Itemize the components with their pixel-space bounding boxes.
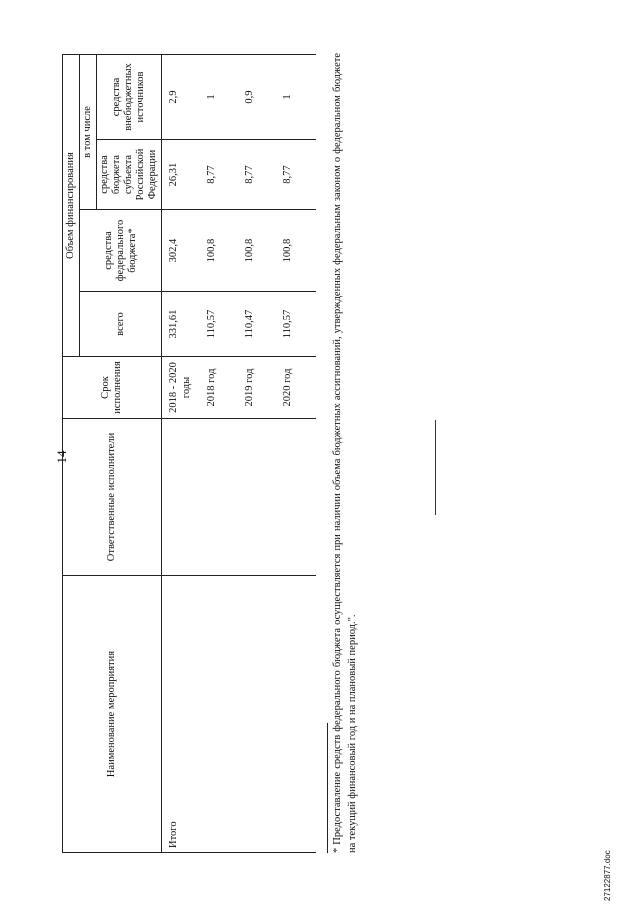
end-divider xyxy=(435,420,436,515)
row-extra: 2,9 xyxy=(162,55,203,140)
footnote: * Предоставление средств федерального бюджета осуществляется при наличии объема бюджетных ассигнований, утвержденных федеральным законом о федеральном бюджете на текущий финансовый год и на плановый период.". xyxy=(332,53,359,853)
row-regional: 26,31 xyxy=(162,140,203,210)
row-extra: 1 xyxy=(278,55,316,140)
row-regional: 8,77 xyxy=(202,140,240,210)
row-executors xyxy=(278,419,316,576)
row-name xyxy=(240,576,278,853)
row-regional: 8,77 xyxy=(278,140,316,210)
row-term: 2020 год xyxy=(278,357,316,419)
row-extra: 0,9 xyxy=(240,55,278,140)
header-regional: средства бюджета субъекта Российской Федерации xyxy=(97,140,162,210)
row-federal: 100,8 xyxy=(278,210,316,292)
row-name: Итого xyxy=(162,576,203,853)
funding-table xyxy=(62,54,316,853)
row-term: 2018 год xyxy=(202,357,240,419)
row-federal: 100,8 xyxy=(240,210,278,292)
row-regional: 8,77 xyxy=(240,140,278,210)
row-total: 331,61 xyxy=(162,292,203,357)
row-total: 110,47 xyxy=(240,292,278,357)
footnote-rule xyxy=(327,723,328,853)
page-number: 14 xyxy=(54,450,69,464)
header-extra: средства внебюджетных источников xyxy=(97,55,162,140)
header-funding: Объем финансирования xyxy=(63,55,80,357)
header-federal: средства федерального бюджета* xyxy=(80,210,162,292)
row-executors xyxy=(162,419,203,576)
row-federal: 302,4 xyxy=(162,210,203,292)
row-extra: 1 xyxy=(202,55,240,140)
row-term: 2018 - 2020 годы xyxy=(162,357,203,419)
file-name: 27122877.doc xyxy=(603,850,612,901)
table-row xyxy=(278,55,316,853)
row-name xyxy=(278,576,316,853)
header-name: Наименование мероприятия xyxy=(63,576,162,853)
row-name xyxy=(202,576,240,853)
header-total: всего xyxy=(80,292,162,357)
row-term: 2019 год xyxy=(240,357,278,419)
table-row xyxy=(240,55,278,853)
row-total: 110,57 xyxy=(202,292,240,357)
header-including: в том числе xyxy=(80,55,97,210)
row-executors xyxy=(240,419,278,576)
row-executors xyxy=(202,419,240,576)
row-federal: 100,8 xyxy=(202,210,240,292)
header-term: Срок исполнения xyxy=(63,357,162,419)
header-executors: Ответственные исполнители xyxy=(63,419,162,576)
table-row xyxy=(162,55,203,853)
table-row xyxy=(202,55,240,853)
row-total: 110,57 xyxy=(278,292,316,357)
